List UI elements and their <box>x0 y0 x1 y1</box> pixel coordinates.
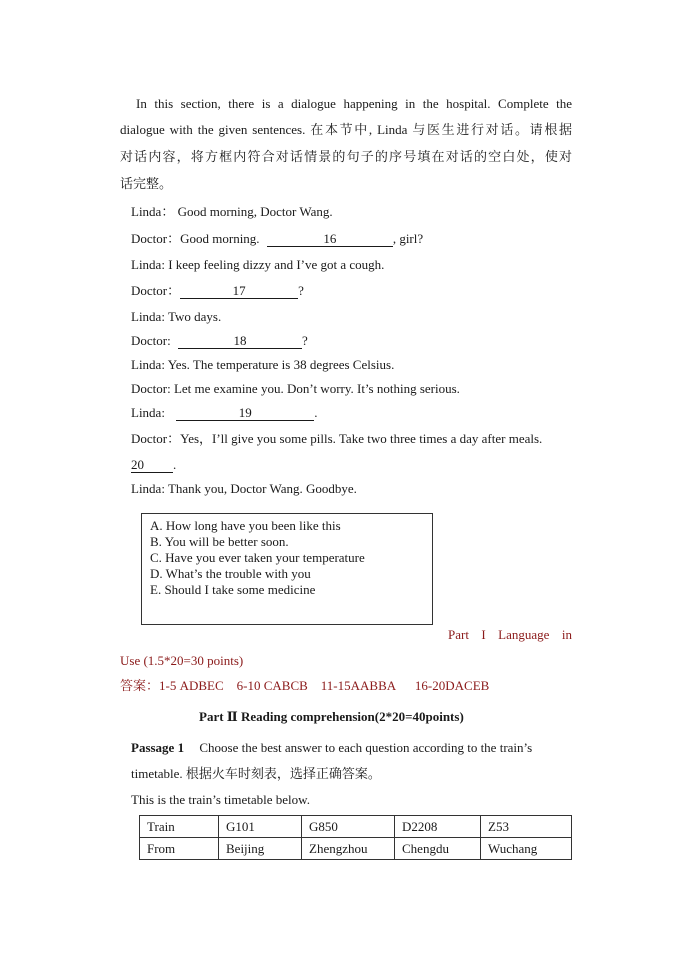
answer-blank-20: 20 <box>131 458 173 473</box>
option-c: C. Have you ever taken your temperature <box>150 550 365 565</box>
table-cell: D2208 <box>395 816 481 838</box>
passage-1-instruction-cont: timetable. 根据火车时刻表，选择正确答案。 <box>131 766 381 781</box>
answer-blank-19: 19 <box>176 406 314 421</box>
dialogue-line <box>131 381 460 397</box>
options-box <box>141 513 433 625</box>
speaker: Doctor： <box>131 431 181 446</box>
speaker: Doctor: <box>131 381 171 396</box>
utterance: Yes，I’ll give you some pills. Take two three times a day after meals. <box>180 431 543 446</box>
table-cell: Z53 <box>481 816 572 838</box>
utterance: Yes. The temperature is 38 degrees Celsius. <box>167 357 395 372</box>
dialogue-line <box>131 405 317 421</box>
utterance-end: . <box>173 457 177 472</box>
answer-blank-16: 16 <box>267 232 393 247</box>
utterance: Thank you, Doctor Wang. Goodbye. <box>167 481 357 496</box>
utterance: Let me examine you. Don’t worry. It’s nothing serious. <box>173 381 460 396</box>
table-cell: From <box>140 838 219 860</box>
option-d: D. What’s the trouble with you <box>150 566 311 581</box>
speaker: Linda: <box>131 309 165 324</box>
answer-blank-18: 18 <box>178 334 302 349</box>
dialogue-line <box>131 231 423 247</box>
table-cell: Zhengzhou <box>302 838 395 860</box>
utterance-end: . <box>314 405 318 420</box>
table-cell: Beijing <box>219 838 302 860</box>
table-cell: G101 <box>219 816 302 838</box>
speaker: Linda: <box>131 357 165 372</box>
train-timetable <box>139 815 572 860</box>
utterance-end: ? <box>298 283 304 298</box>
table-row <box>140 838 572 860</box>
utterance-end: , girl? <box>392 231 424 246</box>
intro-line-3: 对话内容，将方框内符合对话情景的句子的序号填在对话的空白处，使对 <box>120 149 572 164</box>
speaker: Linda： <box>131 204 175 219</box>
passage-1-instruction <box>131 740 532 756</box>
dialogue-line <box>131 204 333 220</box>
intro-line-1: In this section, there is a dialogue happening in the hospital. Complete the <box>136 96 572 111</box>
passage-label: Passage 1 <box>131 740 185 755</box>
part2-heading: Part Ⅱ Reading comprehension(2*20=40points) <box>199 709 464 724</box>
timetable-intro: This is the train’s timetable below. <box>131 792 310 807</box>
dialogue-line <box>131 481 357 497</box>
part1-heading-line-1: Part I Language in <box>448 627 572 642</box>
dialogue-line <box>131 283 304 299</box>
dialogue-line <box>131 457 176 473</box>
dialogue-line <box>131 431 542 447</box>
option-e: E. Should I take some medicine <box>150 582 316 597</box>
speaker: Doctor： <box>131 231 181 246</box>
speaker: Linda: <box>131 257 165 272</box>
table-cell: Chengdu <box>395 838 481 860</box>
speaker: Linda: <box>131 405 165 420</box>
table-cell: Wuchang <box>481 838 572 860</box>
table-cell: Train <box>140 816 219 838</box>
utterance: Good morning. <box>180 231 260 246</box>
speaker: Doctor： <box>131 283 181 298</box>
table-cell: G850 <box>302 816 395 838</box>
utterance: Two days. <box>167 309 222 324</box>
utterance-end: ? <box>301 333 308 348</box>
utterance: I keep feeling dizzy and I’ve got a cough. <box>168 257 385 272</box>
dialogue-line <box>131 257 384 273</box>
answer-blank-17: 17 <box>180 284 298 299</box>
intro-line-4: 话完整。 <box>120 176 173 191</box>
part1-answers: 答案：1-5 ADBEC 6-10 CABCB 11-15AABBA 16-20DACEB <box>120 678 490 693</box>
passage-instruction-text: Choose the best answer to each question according to the train’s <box>199 740 533 755</box>
dialogue-line <box>131 309 221 325</box>
table-row <box>140 816 572 838</box>
speaker: Linda: <box>131 481 165 496</box>
dialogue-line <box>131 357 394 373</box>
option-b: B. You will be better soon. <box>150 534 289 549</box>
intro-line-2: dialogue with the given sentences. 在本节中, Linda 与医生进行对话。请根据 <box>120 122 572 137</box>
option-a: A. How long have you been like this <box>150 518 341 533</box>
part1-heading-line-2: Use (1.5*20=30 points) <box>120 653 244 668</box>
dialogue-line <box>131 333 308 349</box>
utterance: Good morning, Doctor Wang. <box>177 204 333 219</box>
speaker: Doctor: <box>131 333 171 348</box>
